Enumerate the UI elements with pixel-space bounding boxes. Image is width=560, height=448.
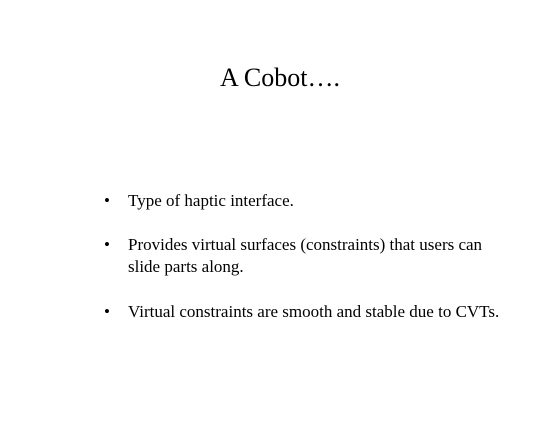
bullet-item <box>104 301 504 323</box>
bullet-list <box>104 190 504 345</box>
bullet-text: Virtual constraints are smooth and stable due to CVTs. <box>128 302 500 321</box>
bullet-dot-icon: • <box>104 302 110 321</box>
bullet-text: Type of haptic interface. <box>128 191 294 210</box>
slide-title: A Cobot…. <box>220 63 340 92</box>
bullet-dot-icon: • <box>104 191 110 210</box>
bullet-item <box>104 234 504 278</box>
bullet-text: Provides virtual surfaces (constraints) that users can slide parts along. <box>128 235 483 276</box>
bullet-dot-icon: • <box>104 235 110 254</box>
bullet-item <box>104 190 504 212</box>
